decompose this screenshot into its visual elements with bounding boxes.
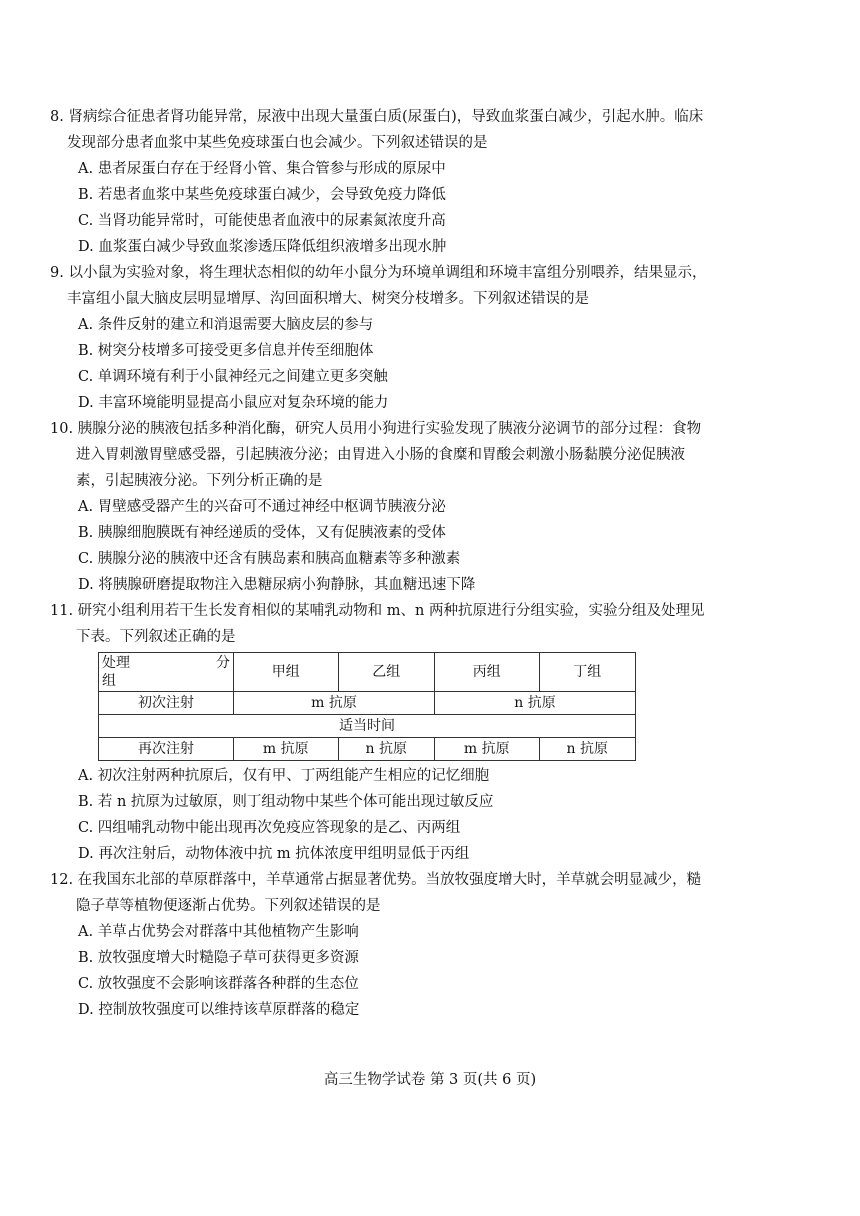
question-text: 研究小组利用若干生长发育相似的某哺乳动物和 m、n 两种抗原进行分组实验，实验分组及处理见下表。下列叙述正确的是 xyxy=(76,603,705,645)
question-12 xyxy=(50,867,710,1023)
option-d: D. 丰富环境能明显提高小鼠应对复杂环境的能力 xyxy=(78,395,389,411)
option-d: D. 血浆蛋白减少导致血浆渗透压降低组织液增多出现水肿 xyxy=(78,239,447,255)
option-a: A. 羊草占优势会对群落中其他植物产生影响 xyxy=(78,924,359,940)
question-stem xyxy=(50,598,710,650)
option-c: C. 四组哺乳动物中能出现再次免疫应答现象的是乙、丙两组 xyxy=(78,820,461,836)
table-cell: n 抗原 xyxy=(338,738,434,761)
option-a: A. 患者尿蛋白存在于经肾小管、集合管参与形成的原尿中 xyxy=(78,161,446,177)
table-cell: m 抗原 xyxy=(434,738,539,761)
table-row-interval xyxy=(99,715,636,738)
option-c: C. 单调环境有利于小鼠神经元之间建立更多突触 xyxy=(78,369,388,385)
option-b: B. 胰腺细胞膜既有神经递质的受体，又有促胰液素的受体 xyxy=(78,525,446,541)
question-list xyxy=(50,104,710,1023)
table-row-first-injection xyxy=(99,692,636,715)
option-d: D. 将胰腺研磨提取物注入患糖尿病小狗静脉，其血糖迅速下降 xyxy=(78,577,476,593)
table-corner-cell xyxy=(99,653,234,692)
option-c: C. 当肾功能异常时，可能使患者血液中的尿素氮浓度升高 xyxy=(78,213,446,229)
table-header-group-4: 丁组 xyxy=(539,653,635,692)
option-b: B. 若 n 抗原为过敏原，则丁组动物中某些个体可能出现过敏反应 xyxy=(78,794,494,810)
table-header-group-3: 丙组 xyxy=(434,653,539,692)
option-a: A. 初次注射两种抗原后，仅有甲、丁两组能产生相应的记忆细胞 xyxy=(78,768,490,784)
table-cell: m 抗原 xyxy=(234,738,339,761)
table-header-group-2: 乙组 xyxy=(338,653,434,692)
option-b: B. 树突分枝增多可接受更多信息并传至细胞体 xyxy=(78,343,374,359)
question-stem xyxy=(50,260,710,312)
question-text: 胰腺分泌的胰液包括多种消化酶，研究人员用小狗进行实验发现了胰液分泌调节的部分过程：食物进入胃刺激胃壁感受器，引起胰液分泌；由胃进入小肠的食糜和胃酸会刺激小肠黏膜分泌促胰液素，引起胰液分泌。下列分析正确的是 xyxy=(76,421,702,489)
question-text: 以小鼠为实验对象，将生理状态相似的幼年小鼠分为环境单调组和环境丰富组分别喂养，结果显示，丰富组小鼠大脑皮层明显增厚、沟回面积增大、树突分枝增多。下列叙述错误的是 xyxy=(67,265,707,307)
table-header-group-1: 甲组 xyxy=(234,653,339,692)
option-d: D. 控制放牧强度可以维持该草原群落的稳定 xyxy=(78,1002,360,1018)
question-10 xyxy=(50,416,710,598)
option-b: B. 若患者血浆中某些免疫球蛋白减少，会导致免疫力降低 xyxy=(78,187,446,203)
table-row-second-injection xyxy=(99,738,636,761)
question-stem xyxy=(50,867,710,919)
grouping-table xyxy=(98,652,636,761)
question-text: 在我国东北部的草原群落中，羊草通常占据显著优势。当放牧强度增大时，羊草就会明显减少，糙隐子草等植物便逐渐占优势。下列叙述错误的是 xyxy=(76,872,702,914)
table-cell-interval: 适当时间 xyxy=(99,715,636,738)
question-number: 9. xyxy=(50,265,64,281)
corner-label-group-right: 分 xyxy=(216,655,230,671)
corner-label-treatment: 处理 xyxy=(102,655,130,671)
question-number: 12. xyxy=(50,872,74,888)
table-cell: n 抗原 xyxy=(539,738,635,761)
corner-label-group-bottom: 组 xyxy=(102,673,116,689)
option-c: C. 放牧强度不会影响该群落各种群的生态位 xyxy=(78,976,359,992)
question-text: 肾病综合征患者肾功能异常，尿液中出现大量蛋白质(尿蛋白)，导致血浆蛋白减少，引起水肿。临床发现部分患者血浆中某些免疫球蛋白也会减少。下列叙述错误的是 xyxy=(67,109,704,151)
option-b: B. 放牧强度增大时糙隐子草可获得更多资源 xyxy=(78,950,359,966)
question-number: 10. xyxy=(50,421,74,437)
table-cell-n-antigen: n 抗原 xyxy=(434,692,635,715)
question-9 xyxy=(50,260,710,416)
table-row-label: 初次注射 xyxy=(99,692,234,715)
option-a: A. 胃壁感受器产生的兴奋可不通过神经中枢调节胰液分泌 xyxy=(78,499,446,515)
table-header-row xyxy=(99,653,636,692)
table-cell-m-antigen: m 抗原 xyxy=(234,692,435,715)
question-number: 11. xyxy=(50,603,74,619)
question-number: 8. xyxy=(50,109,64,125)
option-d: D. 再次注射后，动物体液中抗 m 抗体浓度甲组明显低于丙组 xyxy=(78,846,470,862)
table-row-label: 再次注射 xyxy=(99,738,234,761)
question-stem xyxy=(50,104,710,156)
page-footer: 高三生物学试卷 第 3 页(共 6 页) xyxy=(323,1072,537,1088)
question-11 xyxy=(50,598,710,867)
option-c: C. 胰腺分泌的胰液中还含有胰岛素和胰高血糖素等多种激素 xyxy=(78,551,461,567)
question-stem xyxy=(50,416,710,494)
option-a: A. 条件反射的建立和消退需要大脑皮层的参与 xyxy=(78,317,374,333)
question-8 xyxy=(50,104,710,260)
